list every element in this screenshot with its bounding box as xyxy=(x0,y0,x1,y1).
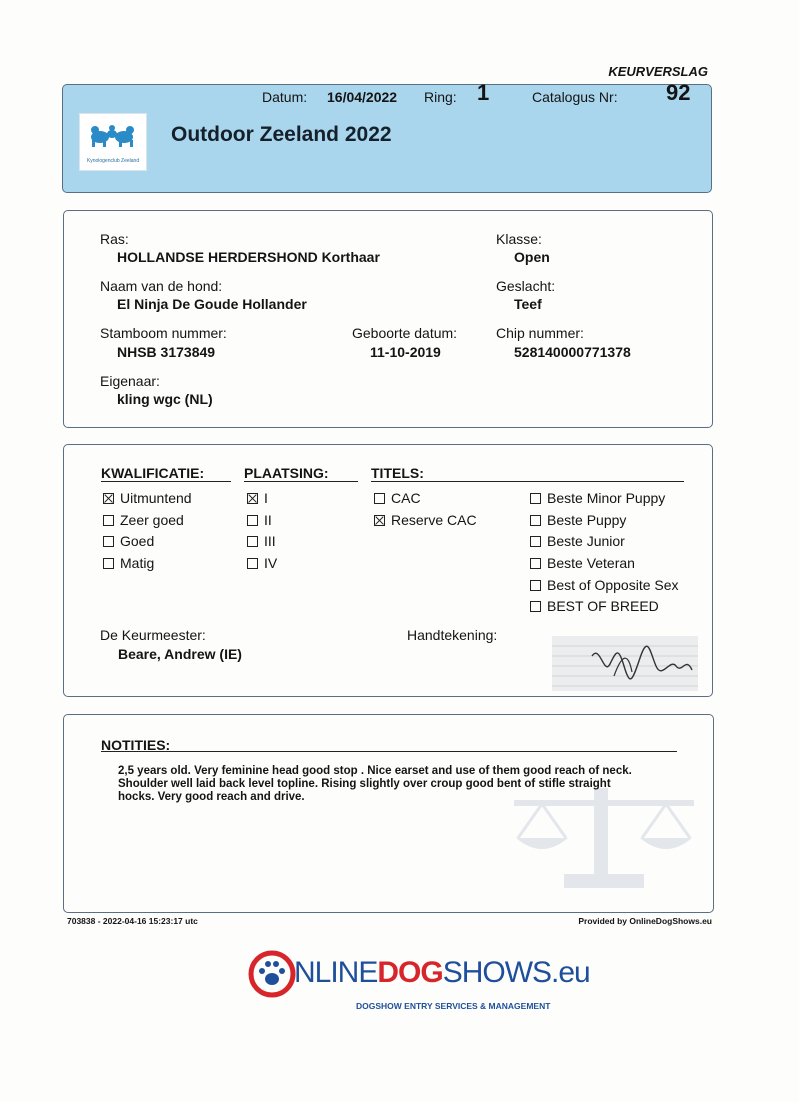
checkbox-icon xyxy=(530,601,541,612)
brand-tagline: DOGSHOW ENTRY SERVICES & MANAGEMENT xyxy=(356,1001,551,1011)
option-label: I xyxy=(264,490,268,506)
dog-name-label: Naam van de hond: xyxy=(100,278,223,294)
award-option[interactable] xyxy=(530,512,626,528)
owner-value: kling wgc (NL) xyxy=(117,391,213,407)
award-option[interactable] xyxy=(530,533,625,549)
ring-label: Ring: xyxy=(424,89,457,105)
checkbox-icon xyxy=(374,493,385,504)
qualification-rule xyxy=(101,481,231,482)
option-label: II xyxy=(264,512,272,528)
chip-value: 528140000771378 xyxy=(514,344,631,360)
catalog-label: Catalogus Nr: xyxy=(532,89,618,105)
option-label: Matig xyxy=(120,555,155,571)
qualification-option[interactable] xyxy=(103,490,192,506)
option-label: Best of Opposite Sex xyxy=(547,577,679,593)
award-option[interactable] xyxy=(530,577,679,593)
qualification-option[interactable] xyxy=(103,555,154,571)
option-label: III xyxy=(264,533,276,549)
pedigree-label: Stamboom nummer: xyxy=(100,325,227,341)
checkbox-checked-icon xyxy=(247,493,258,504)
paw-icon xyxy=(248,948,296,1000)
placement-heading: PLAATSING: xyxy=(244,465,329,481)
checkbox-icon xyxy=(103,536,114,547)
judge-name: Beare, Andrew (IE) xyxy=(118,646,242,662)
dob-value: 11-10-2019 xyxy=(370,344,441,360)
option-label: Beste Minor Puppy xyxy=(547,490,666,506)
footer-timestamp: 703838 - 2022-04-16 15:23:17 utc xyxy=(67,916,198,926)
footer-provider: Provided by OnlineDogShows.eu xyxy=(578,916,712,926)
checkbox-icon xyxy=(530,558,541,569)
title-option[interactable] xyxy=(374,512,477,528)
award-option[interactable] xyxy=(530,598,659,614)
report-title: KEURVERSLAG xyxy=(608,64,708,79)
checkbox-icon xyxy=(247,558,258,569)
chip-label: Chip nummer: xyxy=(496,325,584,341)
date-label: Datum: xyxy=(262,89,308,105)
dog-name-value: El Ninja De Goude Hollander xyxy=(117,296,307,312)
option-label: Reserve CAC xyxy=(391,512,477,528)
brand-part-3: SHOWS.eu xyxy=(442,956,590,989)
titles-heading: TITELS: xyxy=(371,465,424,481)
breed-value: HOLLANDSE HERDERSHOND Korthaar xyxy=(117,249,380,265)
class-label: Klasse: xyxy=(496,231,542,247)
placement-option[interactable] xyxy=(247,555,277,571)
checkbox-checked-icon xyxy=(103,493,114,504)
option-label: Goed xyxy=(120,533,155,549)
placement-rule xyxy=(244,481,358,482)
qualification-option[interactable] xyxy=(103,512,184,528)
placement-option[interactable] xyxy=(247,490,268,506)
owner-label: Eigenaar: xyxy=(100,373,160,389)
checkbox-icon xyxy=(530,536,541,547)
brand-part-1: NLINE xyxy=(294,956,378,989)
award-option[interactable] xyxy=(530,555,635,571)
notes-heading: NOTITIES: xyxy=(101,737,171,753)
signature-image xyxy=(552,636,698,691)
option-label: BEST OF BREED xyxy=(547,598,659,614)
option-label: Beste Puppy xyxy=(547,512,627,528)
qualification-option[interactable] xyxy=(103,533,154,549)
option-label: Beste Veteran xyxy=(547,555,635,571)
titles-rule xyxy=(371,481,684,482)
checkbox-icon xyxy=(247,536,258,547)
placement-option[interactable] xyxy=(247,512,272,528)
checkbox-checked-icon xyxy=(374,515,385,526)
signature-label: Handtekening: xyxy=(407,627,498,643)
ring-value: 1 xyxy=(477,80,490,105)
brand-name xyxy=(294,956,590,990)
option-label: Zeer goed xyxy=(120,512,184,528)
brand-logo xyxy=(248,948,590,1018)
checkbox-icon xyxy=(530,493,541,504)
option-label: IV xyxy=(264,555,278,571)
qualification-heading: KWALIFICATIE: xyxy=(101,465,205,481)
sex-value: Teef xyxy=(514,296,542,312)
dogs-logo-icon xyxy=(87,122,139,148)
award-option[interactable] xyxy=(530,490,665,506)
checkbox-icon xyxy=(247,515,258,526)
brand-part-2: DOG xyxy=(377,956,443,989)
option-label: Uitmuntend xyxy=(120,490,192,506)
option-label: CAC xyxy=(391,490,421,506)
notes-rule xyxy=(101,751,677,752)
checkbox-icon xyxy=(103,558,114,569)
checkbox-icon xyxy=(530,515,541,526)
date-value: 16/04/2022 xyxy=(327,89,398,105)
pedigree-value: NHSB 3173849 xyxy=(117,344,216,360)
logo-caption: Kynologenclub Zeeland xyxy=(86,158,140,164)
class-value: Open xyxy=(514,249,550,265)
checkbox-icon xyxy=(530,580,541,591)
catalog-value: 92 xyxy=(666,80,691,105)
breed-label: Ras: xyxy=(100,231,129,247)
event-name: Outdoor Zeeland 2022 xyxy=(171,123,392,146)
title-option[interactable] xyxy=(374,490,421,506)
option-label: Beste Junior xyxy=(547,533,625,549)
sex-label: Geslacht: xyxy=(496,278,556,294)
placement-option[interactable] xyxy=(247,533,276,549)
checkbox-icon xyxy=(103,515,114,526)
dob-label: Geboorte datum: xyxy=(352,325,458,341)
notes-text: 2,5 years old. Very feminine head good stop . Nice earset and use of them good reach of neck. Shoulder well laid back level topline. Rising slightly over croup good bent of stifle straight hocks. Very good reach and drive. xyxy=(118,765,632,804)
club-logo xyxy=(79,113,147,171)
judge-label: De Keurmeester: xyxy=(100,627,206,643)
